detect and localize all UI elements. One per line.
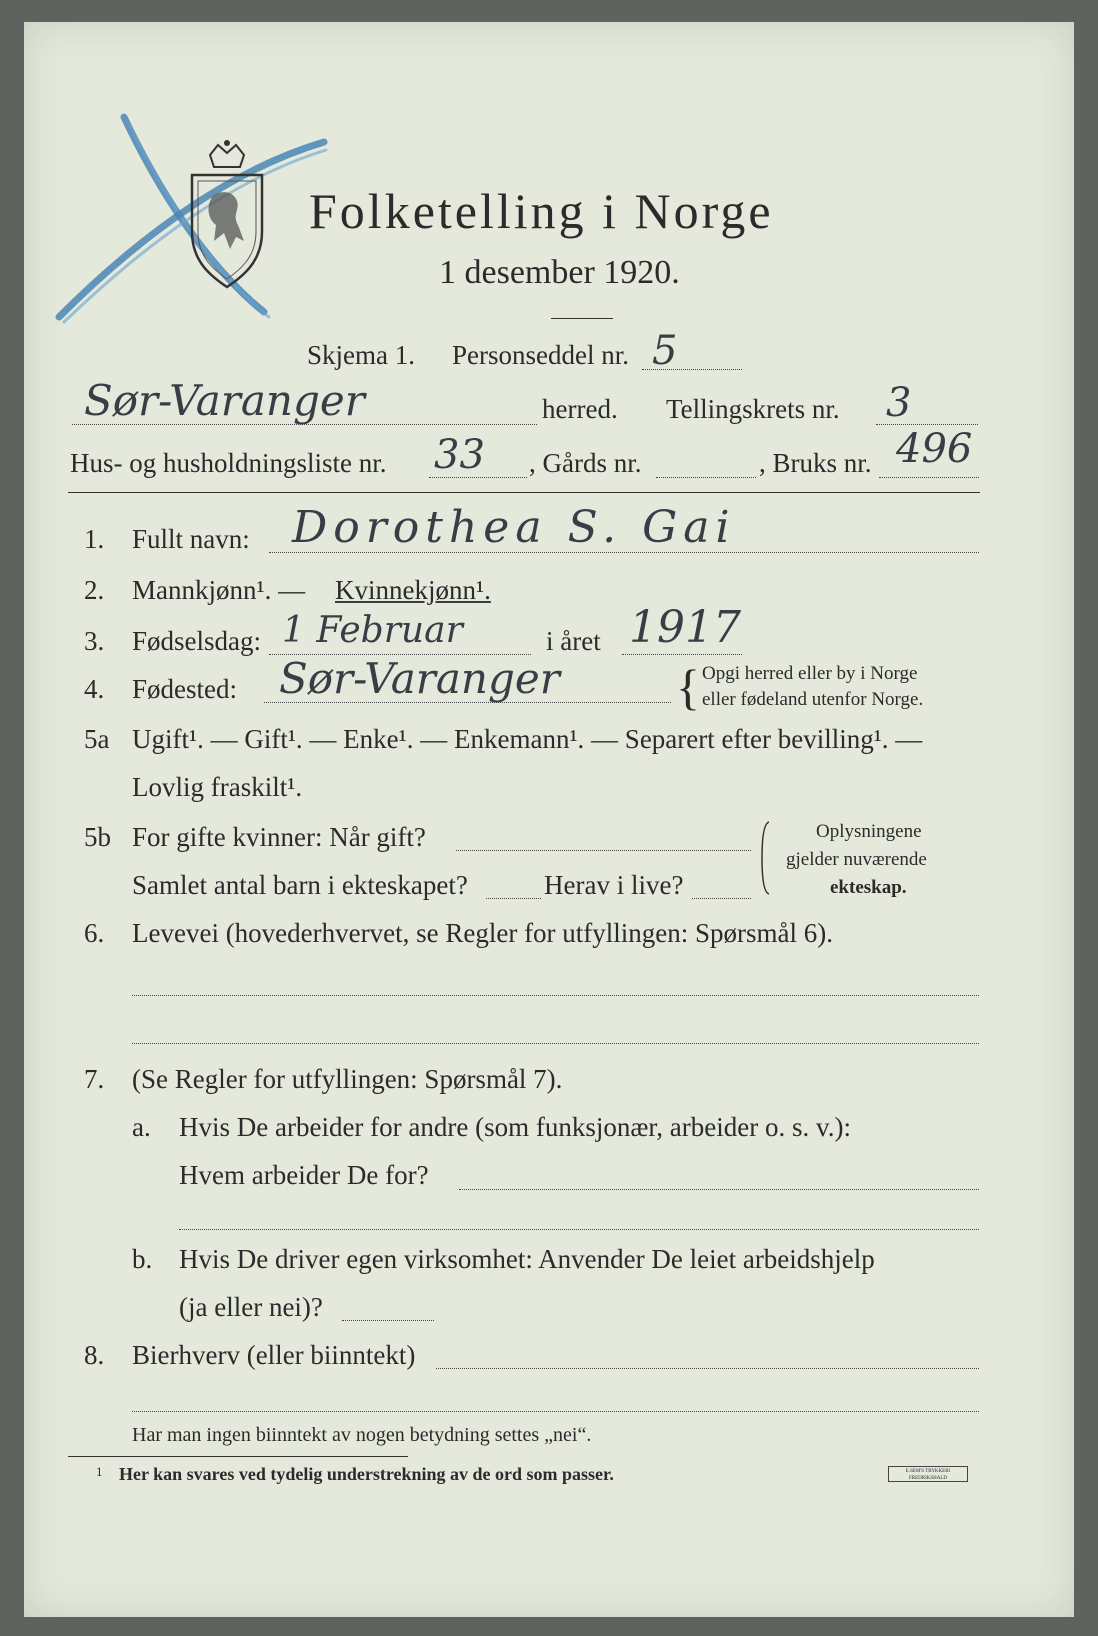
census-date: 1 desember 1920. xyxy=(439,254,680,291)
employer-field-line-1 xyxy=(459,1189,979,1190)
full-name-value[interactable]: Dorothea S. Gai xyxy=(292,502,736,553)
tellingskrets-label: Tellingskrets nr. xyxy=(666,394,840,424)
footnote-mark: 1 xyxy=(96,1464,103,1479)
birth-year-label: i året xyxy=(546,626,601,656)
side-income-field-line-1 xyxy=(436,1368,979,1369)
marriage-note-3: ekteskap. xyxy=(830,877,907,898)
footnote-text: Her kan svares ved tydelig understrekning av de ord som passer. xyxy=(119,1464,614,1484)
bruks-number[interactable]: 496 xyxy=(896,426,973,472)
marriage-note-1: Oplysningene xyxy=(816,821,922,842)
occupation-field-line-1 xyxy=(132,995,979,996)
q8-number: 8. xyxy=(84,1340,105,1370)
children-alive-field-line xyxy=(692,898,751,899)
q1-label: Fullt navn: xyxy=(132,524,250,554)
gards-label: , Gårds nr. xyxy=(529,448,642,478)
children-alive-label: Herav i live? xyxy=(544,870,684,900)
census-form-sheet xyxy=(24,22,1074,1617)
marriage-note-2: gjelder nuværende xyxy=(786,849,927,870)
marriage-note-bracket xyxy=(759,820,773,896)
personseddel-number[interactable]: 5 xyxy=(652,328,678,374)
employer-label: Hvem arbeider De for? xyxy=(179,1160,429,1190)
footnote-separator xyxy=(68,1456,408,1457)
occupation-field-line-2 xyxy=(132,1043,979,1044)
personseddel-label: Personseddel nr. xyxy=(452,340,629,370)
civil-status-options[interactable]: Ugift¹. — Gift¹. — Enke¹. — Enkemann¹. — Separert efter bevilling¹. — xyxy=(132,724,923,754)
q7-label: (Se Regler for utfyllingen: Spørsmål 7). xyxy=(132,1064,563,1094)
q6-number: 6. xyxy=(84,918,105,948)
q4-number: 4. xyxy=(84,674,105,704)
husholdningsliste-number[interactable]: 33 xyxy=(434,432,485,478)
hired-help-field-line xyxy=(342,1320,434,1321)
birthplace-note-1: Opgi herred eller by i Norge xyxy=(702,663,918,684)
divorced-option[interactable]: Lovlig fraskilt¹. xyxy=(132,772,303,802)
side-income-field-line-2 xyxy=(132,1411,979,1412)
gards-field-line xyxy=(656,477,756,478)
printer-stamp: E.SEM'S TRYKKERI FREDRIKSHALD xyxy=(888,1466,968,1482)
q3-number: 3. xyxy=(84,626,105,656)
bruks-label: , Bruks nr. xyxy=(759,448,872,478)
q7-number: 7. xyxy=(84,1064,105,1094)
birthplace-brace: { xyxy=(676,659,700,715)
birth-year-value[interactable]: 1917 xyxy=(629,602,741,653)
form-title: Folketelling i Norge xyxy=(309,183,774,239)
title-divider xyxy=(551,318,613,319)
q1-number: 1. xyxy=(84,524,105,554)
occupation-label: Levevei (hovederhvervet, se Regler for utfyllingen: Spørsmål 6). xyxy=(132,918,834,948)
herred-label: herred. xyxy=(542,394,618,424)
q5a-number: 5a xyxy=(84,724,110,754)
bruks-field-line xyxy=(879,477,979,478)
hired-help-label: (ja eller nei)? xyxy=(179,1292,323,1322)
q4-label: Fødested: xyxy=(132,674,237,704)
female-option[interactable]: Kvinnekjønn¹. xyxy=(335,575,491,605)
coat-of-arms-icon xyxy=(182,137,272,297)
married-when-field-line xyxy=(456,850,751,851)
q3-label: Fødselsdag: xyxy=(132,626,262,656)
q7b-letter: b. xyxy=(132,1244,153,1274)
side-income-note: Har man ingen biinntekt av nogen betydning settes „nei“. xyxy=(132,1424,592,1446)
married-when-label: For gifte kvinner: Når gift? xyxy=(132,822,426,852)
header-separator xyxy=(68,492,980,493)
husholdningsliste-label: Hus- og husholdningsliste nr. xyxy=(70,448,387,478)
children-total-field-line xyxy=(486,898,541,899)
employer-field-line-2 xyxy=(179,1229,979,1230)
birth-year-field-line xyxy=(622,654,742,655)
birthplace-value[interactable]: Sør-Varanger xyxy=(279,654,560,703)
herred-value[interactable]: Sør-Varanger xyxy=(84,376,365,425)
schema-label: Skjema 1. xyxy=(307,340,415,370)
male-option[interactable]: Mannkjønn¹. — xyxy=(132,575,306,605)
side-income-label: Bierhverv (eller biinntekt) xyxy=(132,1340,416,1370)
tellingskrets-number[interactable]: 3 xyxy=(886,380,912,426)
q7b-question: Hvis De driver egen virksomhet: Anvender De leiet arbeidshjelp xyxy=(179,1244,875,1274)
birthday-value[interactable]: 1 Februar xyxy=(282,610,463,651)
birthplace-note-2: eller fødeland utenfor Norge. xyxy=(702,689,924,710)
q5b-number: 5b xyxy=(84,822,111,852)
children-total-label: Samlet antal barn i ekteskapet? xyxy=(132,870,468,900)
q7a-question: Hvis De arbeider for andre (som funksjonær, arbeider o. s. v.): xyxy=(179,1112,851,1142)
q7a-letter: a. xyxy=(132,1112,151,1142)
q2-number: 2. xyxy=(84,575,105,605)
